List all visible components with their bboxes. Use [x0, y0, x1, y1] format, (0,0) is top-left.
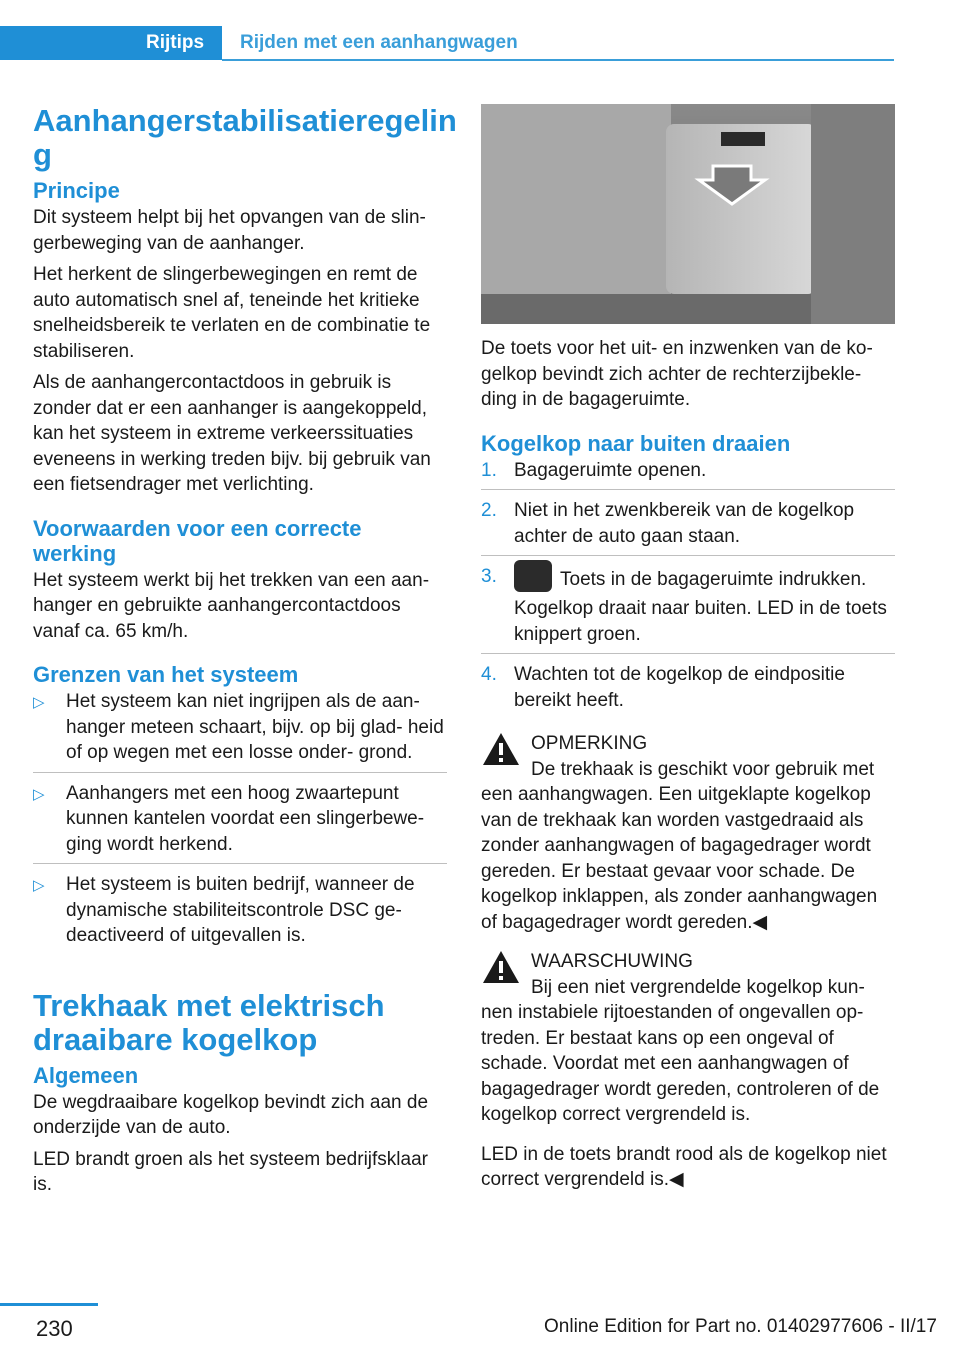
warning-triangle-icon — [481, 731, 521, 767]
final-paragraph: LED in de toets brandt rood als de kogelkop niet correct vergrendeld is.◀ — [481, 1143, 887, 1190]
heading-algemeen: Algemeen — [33, 1062, 139, 1088]
note-box — [481, 731, 895, 935]
list-item: ▷ Het systeem is buiten bedrijf, wanneer de dynamische stabiliteitscontrole DSC ge‐ deactiveerd of uitgevallen is. — [33, 874, 415, 946]
steps-list — [481, 458, 895, 720]
section-label: Rijden met een aanhangwagen — [240, 32, 518, 53]
warning-box — [481, 949, 895, 1128]
page-header — [0, 26, 894, 60]
list-item: 1. Bagageruimte openen. — [481, 458, 895, 491]
grenzen-list — [33, 689, 447, 955]
title-stability: Aanhangerstabilisatieregelin g — [33, 103, 457, 172]
note-text: een aanhangwagen. Een uitgeklapte kogelkop van de trekhaak kan worden vastgedraaid als zonder aanhangwagen of bagagedrager wordt gereden. Er bestaat gevaar voor schade. De kogelkop inklappen, als zonder aanhangwagen of bagagedrager wordt gereden.◀ — [481, 784, 878, 933]
page-number: 230 — [36, 1316, 73, 1341]
warning-first-line: Bij een niet vergrendelde kogelkop kun‐ — [531, 976, 865, 998]
heading-kogelkop: Kogelkop naar buiten draaien — [481, 430, 791, 456]
title-trekhaak: Trekhaak met elektrisch draaibare kogelkop — [33, 987, 385, 1057]
warning-label: WAARSCHUWING — [531, 951, 693, 972]
triangle-bullet-icon: ▷ — [33, 877, 45, 894]
triangle-bullet-icon: ▷ — [33, 694, 45, 711]
trailer-hitch-button-icon — [514, 560, 552, 592]
principe-paragraph-3: Als de aanhangercontactdoos in gebruik is zonder dat er een aanhanger is aangekoppeld, kan het systeem in extreme verkeerssituaties eveneens in werking treden bijv. bij gebruik van een fietsendrager met verlichting. — [33, 372, 431, 495]
trunk-photo — [481, 104, 895, 324]
list-item: 2. Niet in het zwenkbereik van de kogelkop achter de auto gaan staan. — [481, 498, 895, 556]
heading-principe: Principe — [33, 178, 120, 203]
note-first-line: De trekhaak is geschikt voor gebruik met — [531, 758, 875, 780]
right-column — [481, 104, 895, 1199]
list-item: ▷ Aanhangers met een hoog zwaartepunt kunnen kantelen voordat een slingerbewe‐ ging wordt herkend. — [33, 781, 447, 865]
algemeen-paragraph-1: De wegdraaibare kogelkop bevindt zich aan de onderzijde van de auto. — [33, 1091, 429, 1138]
warning-triangle-icon — [481, 949, 521, 985]
left-column — [33, 103, 457, 1204]
principe-paragraph-1: Dit systeem helpt bij het opvangen van de slin‐ gerbeweging van de aanhanger. — [33, 207, 426, 254]
heading-voorwaarden: Voorwaarden voor een correcte werking — [33, 515, 362, 566]
photo-caption: De toets voor het uit- en inzwenken van de ko‐ gelkop bevindt zich achter de rechterzijbekle‐ ding in de bagageruimte. — [481, 338, 873, 410]
triangle-bullet-icon: ▷ — [33, 785, 45, 803]
list-item: ▷ Het systeem kan niet ingrijpen als de aan‐ hanger meteen schaart, bijv. op bij glad‐ heid of op wegen met een losse onder‐ grond. — [33, 689, 447, 773]
list-item: 4. Wachten tot de kogelkop de eindpositie bereikt heeft. — [481, 664, 845, 711]
footer-rule — [0, 1303, 98, 1306]
heading-grenzen: Grenzen van het systeem — [33, 662, 299, 687]
voorwaarden-paragraph: Het systeem werkt bij het trekken van een aan‐ hanger en gebruikte aanhangercontactdoos vanaf ca. 65 km/h. — [33, 569, 430, 642]
header-rule — [222, 59, 894, 61]
edition-info: Online Edition for Part no. 01402977606 - II/17 — [544, 1316, 937, 1337]
chapter-label: Rijtips — [146, 32, 205, 53]
list-item: 3. Toets in de bagageruimte indrukken. Kogelkop draait naar buiten. LED in de toets knippert groen. — [481, 564, 895, 654]
warning-text: nen instabiele rijtoestanden of ongevallen op‐ treden. Er bestaat kans op een ongeval of schade. Voordat met een aanhangwagen of bagagedrager wordt gereden, controleren of de kogelkop correct vergrendeld is. — [481, 1002, 880, 1125]
note-label: OPMERKING — [531, 733, 648, 754]
principe-paragraph-2: Het herkent de slingerbewegingen en remt de auto automatisch snel af, teneinde het kritieke snelheidsbereik te verlaten en de combinatie te stabiliseren. — [33, 264, 431, 362]
algemeen-paragraph-2: LED brandt groen als het systeem bedrijfsklaar is. — [33, 1148, 428, 1195]
